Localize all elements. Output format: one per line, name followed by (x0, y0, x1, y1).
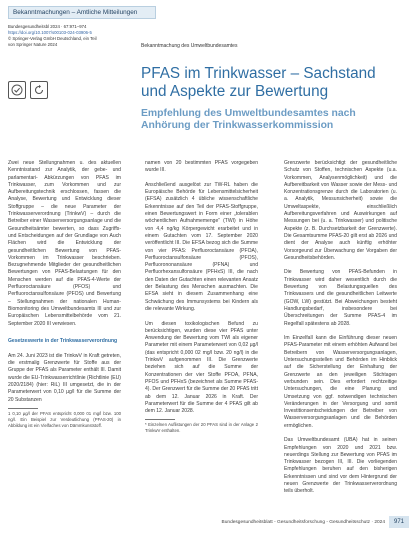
doi-link[interactable]: https://doi.org/10.1007/s00103-024-03906-5 (8, 30, 92, 36)
section-heading: Gesetzeswerte in der Trinkwasserverordnung (8, 338, 118, 345)
copyright-line-2: von Springer Nature 2024 (8, 42, 58, 48)
footnote-divider (145, 419, 175, 420)
check-updates-icon[interactable] (30, 81, 48, 99)
citation-line: Bundesgesundheitsbl 2024 · 67:971–974 (8, 24, 87, 29)
article-subtitle: Empfehlung des Umweltbundesamtes nach Anhörung der Trinkwasserkommission (141, 108, 356, 132)
article-title: PFAS im Trinkwasser – Sachstand und Aspekte zur Bewertung (141, 65, 376, 100)
paragraph: Im Einzelfall kann die Einführung dieser neuen PFAS-Parameter mit einem erhöhten Aufwand bei Betreibern von Wasserversorgungsanlagen, Untersuchungsstellen und Behörden im Hinblick auf die Sicherstellung der Einhaltung der Grenzwerte an den jeweiligen Stichtagen verbunden sein. Dies erfordert rechtzeitige Untersuchungen, die eine Planung und Umsetzung von ggf. notwendigen technischen Veränderungen in der Versorgung und somit Investitionsentscheidungen der Betreiber von Wasserversorgungsanlagen und die Behörden ermöglichen. (284, 335, 397, 429)
paragraph: Die Bewertung von PFAS-Befunden in Trinkwasser wird daher wesentlich durch die Bewertung von Belastungsquellen des Trinkwassers und die gesundheitlichen Leitwerte (GOW, LW) gestützt. Bei Abweichungen besteht Handlungsbedarf, insbesondere bei Überschreitungen der Summe PFAS-4 im Regelfall spätestens ab 2028. (284, 269, 397, 327)
paragraph: Anschließend ausgelöst zur TW-RL haben die Europäische Behörde für Lebensmittelsicherheit (EFSA) zusätzlich 4 übliche wissenschaftliche Erkenntnisse auf den Teil der PFAS-Stoffgruppe, einen Bewertungswert in Form einer „tolerablen wöchentlichen Aufnahmemenge“ (TWI) in Höhe von 4,4 ng/kg Körpergewicht erarbeitet und in einem Gutachten vom 17. September 2020 veröffentlicht III. Die EFSA bezog sich die Summe von vier PFAS: Perfluoroctansäure (PFOA), Perfluoroctansulfonsäure (PFOS), Perfluorononansäure (PFNA) und Perfluorhexansulfonsäure (PFHxS) III, die nach den Daten der Gutachten einen relevanten Ansatz der Belastung des Menschen ausmachten. Die EFSA sieht in diesem Zusammenhang eine Schwächung des Immunsystems bei Kindern als die relevante Wirkung. (145, 181, 258, 312)
badges (8, 81, 48, 99)
article-kicker: Bekanntmachung des Umweltbundesamtes (141, 43, 238, 49)
section-tag: Bekanntmachungen – Amtliche Mitteilungen (8, 6, 156, 19)
paragraph: Grenzwerte berücksichtigt der gesundheitliche Schutz von Stoffen, technischen Aspekte (u.a. Vorkommen, Analysenmöglichkeit) und die Aufbereitbarkeit von Wasser sowie der Mess- und Konzentrationsgrenze durch die Laboratorien (u. a. Analytik, Messunsicherheit) sowie die Umweltaspekte, einschließlich Aufbereitungsverfahren und Auswirkungen auf Messungen bei (u. a. Trinkwasser) und politische Aspekte (z. B. Durchsetzbarkeit der Grenzwerte). Die Gesamtsumme PFAS-20 gilt erst ab 2026 und dient der Analyse auch künftig erhöhter Vorsorgeund zur Überwachung der Vorgaben der Gesundheitsbehörden. (284, 160, 397, 261)
crossmark-icon[interactable] (8, 81, 26, 99)
paragraph: namen von 20 bestimmten PFAS vorgegeben wurde III. (145, 160, 258, 174)
paragraph: Um diesen toxikologischen Befund zu berücksichtigen, wurden diese vier PFAS unter Anwendung der Bewertung vom TWI als eigener Parameter mit einem Parameterwert von 0,02 µg/l (das entspricht 0,000 02 mg/l bzw. 20 ng/l) in die TrinkwV aufgenommen III. Die Grenzwerte beziehen sich auf die Summe der Konzentrationen der vier Stoffe PFOA, PFNA, PFOS und PFHxS (bezeichnet als Summe PFAS-4). Der Grenzwert für die Summe der 20 PFAS tritt ab dem 12. Januar 2026 in Kraft. Der Parameterwert für die Summe der 4 PFAS gilt ab dem 12. Januar 2028. (145, 320, 258, 415)
footnote: * Einzelnen Auflistungen der 20 PFAS sind in der Anlage 2 TrinkwV enthalten. (145, 422, 258, 434)
text-column-1 (8, 160, 121, 429)
text-column-3 (284, 160, 397, 496)
paragraph: Am 24. Juni 2023 ist die TrinkwV in Kraft getreten, die erstmalig Grenzwerte für Stoffe aus der Gruppe der PFAS als Parameter enthält III. Damit wurde die EU-Trinkwasserrichtlinie (Richtlinie (EU) 2020/2184) (hier: RiL) III umgesetzt, die in der Parameterwert von 0,10 µg/l für die Summe der 20 Substanzen (8, 352, 121, 403)
footnote: 1 0,10 µg/l der PFAS entspricht 0,000 01 mg/l bzw. 100 ng/l. Ein Beispiel zur Verdeutlichung (PFAS-20) in Abbildung ist ein Vielfaches von Dämmkunststoff. (8, 410, 121, 428)
paragraph: Zwei neue Stellungnahmen u. des aktuellen Kenntnisstand zur Analytik, der gebe- und parlamentari- Abkürzungen von PFAS im Trinkwasser, zum Vorkommen und zur Aufbereitungstechnik erschlossen, fassen die Analyse, Bewertung und Entwicklung dieser Stoffgruppe – die neue Parameter der Trinkwasserverordnung (TrinkwV) – durch die Betreiber einer Wasserversorgungsanlage und die Gesundheitsämter bewerten, so dass Zugriffs- und Entscheidungen auf der Grundlage von Auch Flächen wird die Entwicklung der gesundheitlichen Bewertung von PFAS-Vorkommen im Trinkwasser beschrieben. Bezugnehmende Mitglieder der gesundheitlichen Bewertungen von PFAS-Belastungen für den Menschen werden auf die PFAS-4-Werte der Perfluoroctansäure (PFOS) und Perfluoroctansulfonsäure (PFOS) und Bewertung – Stellungnahmen der nationalen Human-Biomonitoring des Umweltbundesamts III und zur Europäischen Lebensmittelbehörde vom 21. September 2020 III verwiesen. (8, 160, 121, 327)
page-number: 971 (389, 516, 409, 528)
footnote-divider (8, 408, 38, 409)
article-meta (8, 24, 126, 48)
copyright-line: © Springer-Verlag GmbH Deutschland, ein Teil (8, 36, 97, 42)
text-column-2 (145, 160, 258, 435)
paragraph: Das Umweltbundesamt (UBA) hat in seinen Empfehlungen von 2020 und 2021 bzw. neuerdings Stellung zur Bewertung von PFAS im Trinkwasser bezogen III, III. Die vorliegenden Empfehlungen beruhen auf den bisherigen Erkenntnissen und sind vor dem Hintergrund der neuen Grenzwerte der Trinkwasserverordnung teils überholt. (284, 437, 397, 495)
page-footer: Bundesgesundheitsblatt - Gesundheitsforschung - Gesundheitsschutz · 2024 (221, 520, 385, 525)
